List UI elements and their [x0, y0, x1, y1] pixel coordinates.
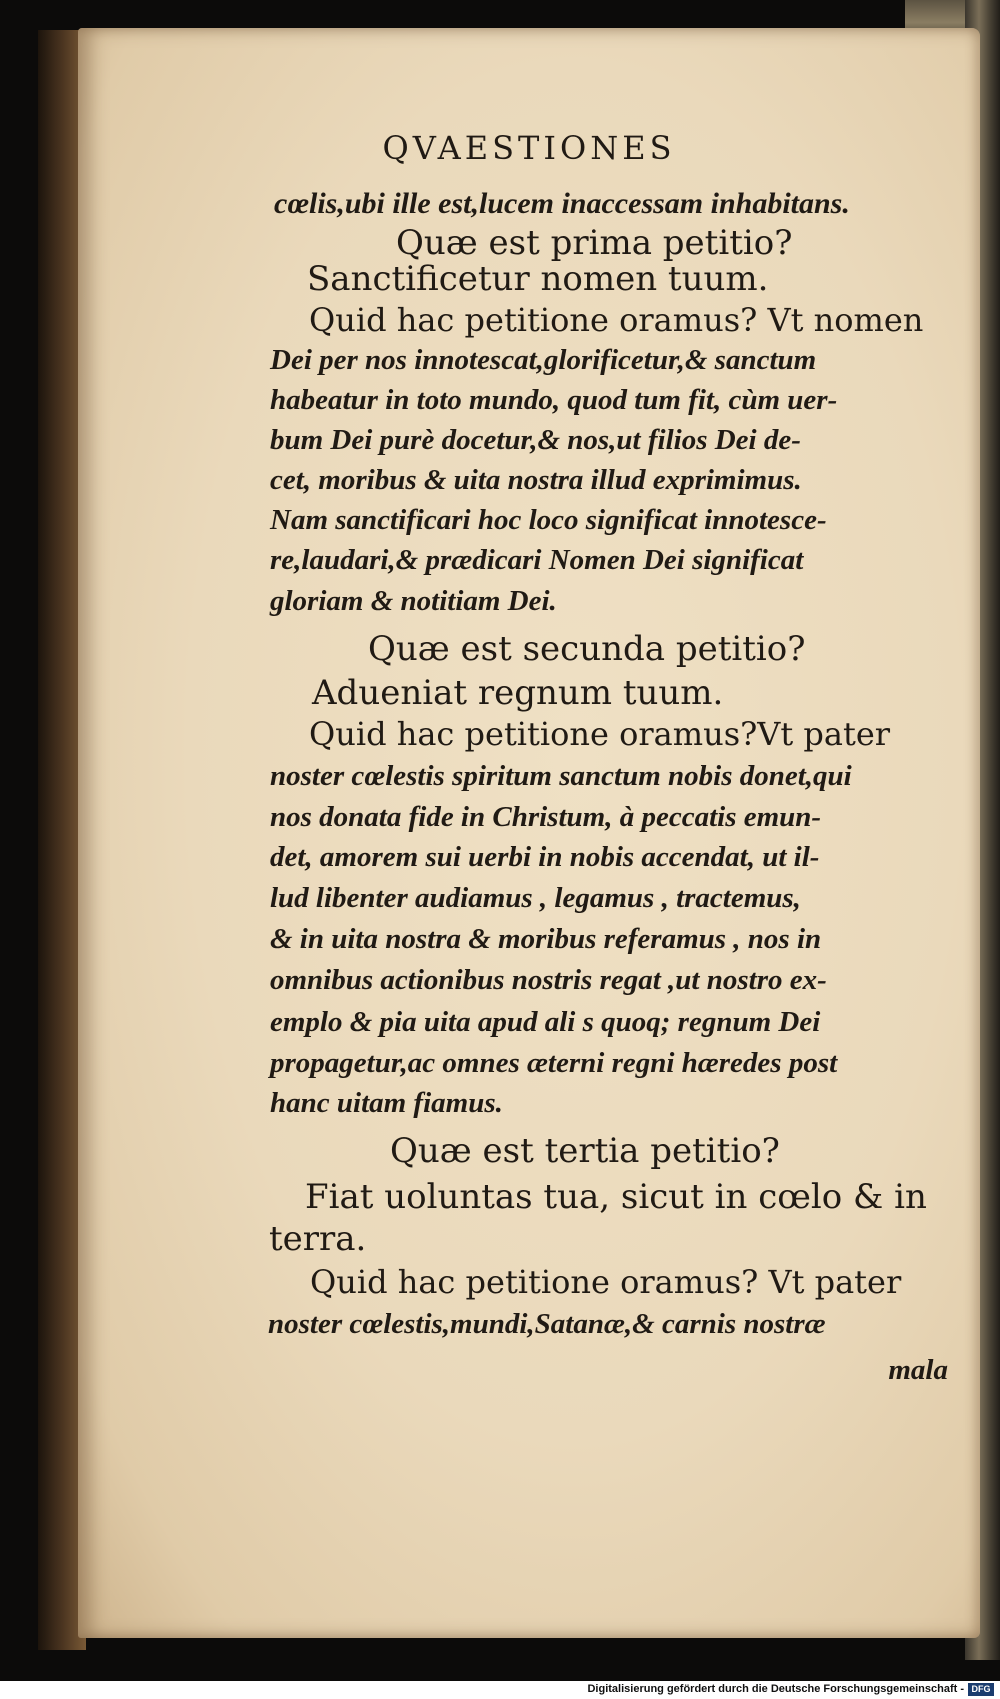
text-line: re,laudari,& prædicari Nomen Dei significat — [270, 544, 804, 576]
question-heading: Quæ est prima petitio? — [396, 223, 793, 263]
petition-text: terra. — [269, 1219, 367, 1259]
book-page — [78, 28, 980, 1638]
running-header: QVAESTIONES — [382, 129, 676, 167]
question-line: Quid hac petitione oramus? Vt nomen — [309, 301, 924, 339]
text-line: cet, moribus & uita nostra illud exprimimus. — [270, 464, 802, 496]
text-line: nos donata fide in Christum, à peccatis emun- — [270, 801, 822, 833]
text-line: lud libenter audiamus , legamus , tractemus, — [270, 882, 801, 914]
catchword: mala — [888, 1354, 948, 1386]
text-line: & in uita nostra & moribus referamus , nos in — [270, 923, 822, 955]
footer-credit: Digitalisierung gefördert durch die Deutsche Forschungsgemeinschaft - — [587, 1683, 964, 1695]
text-line: propagetur,ac omnes æterni regni hæredes post — [270, 1047, 838, 1079]
text-line: noster cœlestis,mundi,Satanæ,& carnis nostræ — [268, 1308, 826, 1340]
question-line: Quid hac petitione oramus?Vt pater — [309, 715, 891, 753]
dfg-logo: DFG — [968, 1683, 994, 1696]
text-line: cœlis,ubi ille est,lucem inaccessam inhabitans. — [274, 187, 850, 220]
petition-text: Sanctificetur nomen tuum. — [307, 259, 769, 299]
text-line: Nam sanctificari hoc loco significat innotesce- — [270, 504, 827, 536]
question-line: Quid hac petitione oramus? Vt pater — [310, 1263, 902, 1301]
text-line: bum Dei purè docetur,& nos,ut filios Dei de- — [270, 424, 801, 456]
question-heading: Quæ est secunda petitio? — [368, 629, 806, 669]
question-heading: Quæ est tertia petitio? — [390, 1131, 780, 1171]
text-line: gloriam & notitiam Dei. — [270, 585, 557, 617]
petition-text: Adueniat regnum tuum. — [312, 673, 724, 713]
text-line: emplo & pia uita apud ali s quoq; regnum Dei — [270, 1006, 821, 1038]
text-line: noster cœlestis spiritum sanctum nobis donet,qui — [270, 760, 852, 792]
text-line: omnibus actionibus nostris regat ,ut nostro ex- — [270, 964, 827, 996]
footer-bar — [0, 1681, 1000, 1699]
text-line: det, amorem sui uerbi in nobis accendat, ut il- — [270, 841, 820, 873]
petition-text: Fiat uoluntas tua, sicut in cœlo & in — [305, 1177, 927, 1217]
text-line: hanc uitam fiamus. — [270, 1087, 503, 1119]
text-line: habeatur in toto mundo, quod tum fit, cùm uer- — [270, 384, 838, 416]
text-line: Dei per nos innotescat,glorificetur,& sanctum — [270, 344, 817, 376]
